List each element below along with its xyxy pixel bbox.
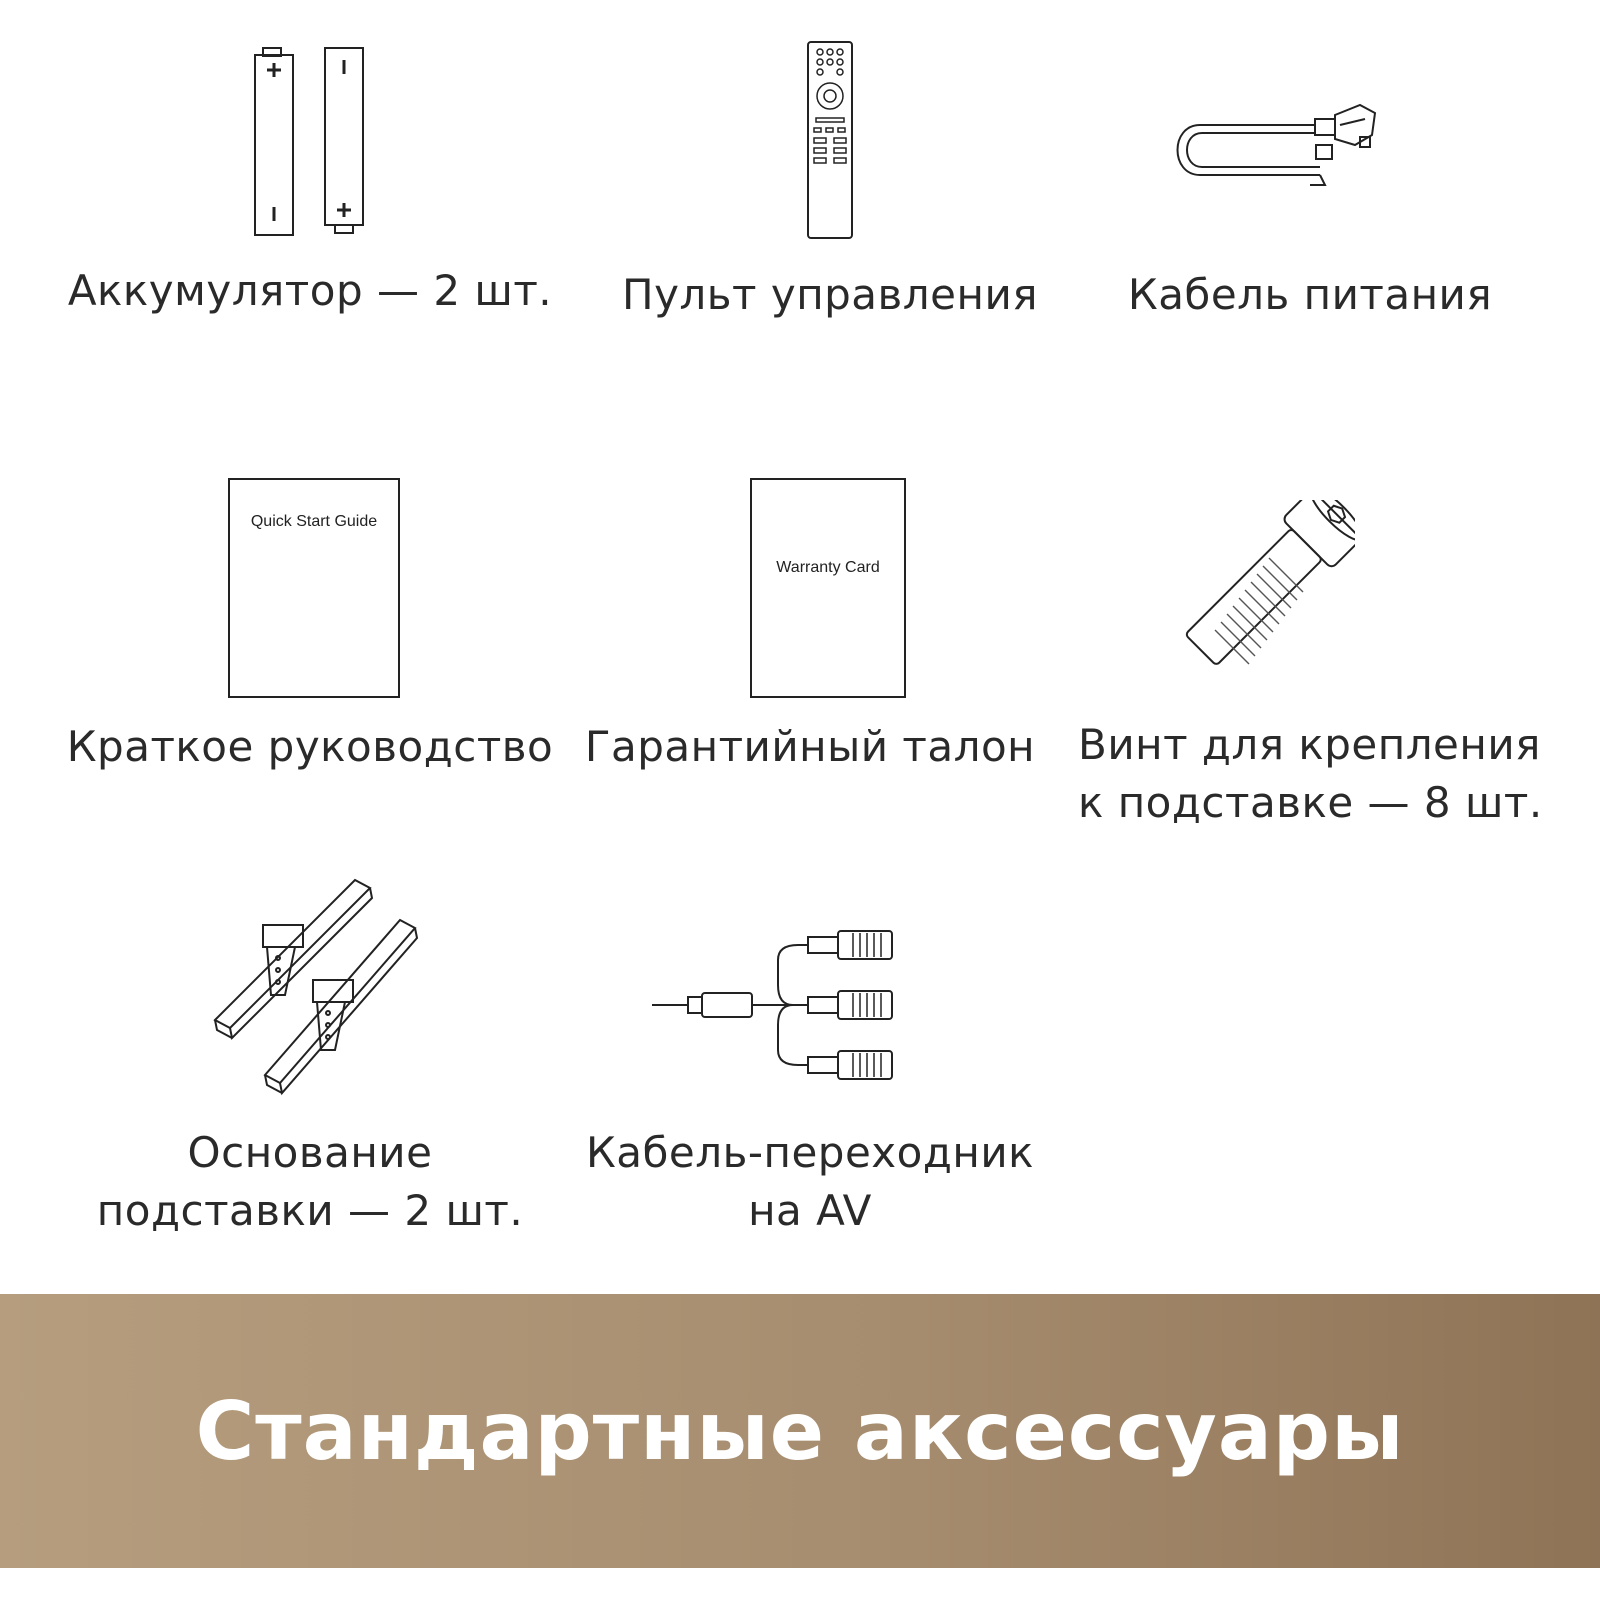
item-label-power-cable [1060,266,1560,324]
power-cable-icon [1160,95,1390,195]
item-label-av-cable [560,1124,1060,1240]
stand-base-icon [205,870,425,1100]
item-label-warranty [560,718,1060,776]
label-line: Кабель-переходник [585,1128,1035,1177]
screw-icon [1175,500,1355,690]
card-cover-text: Warranty Card [776,559,880,576]
av-adapter-cable-icon [648,925,898,1085]
banner-title: Стандартные аксессуары [195,1384,1405,1478]
item-label-quick-guide [60,718,560,776]
label-line: Краткое руководство [66,722,554,771]
item-label-battery [60,262,560,320]
label-line: подставки — 2 шт. [96,1186,524,1235]
label-line: на AV [748,1186,872,1235]
label-line: Основание [187,1128,433,1177]
item-label-screw [1060,716,1578,832]
label-line: Кабель питания [1127,270,1493,319]
label-line: Винт для крепления [1078,720,1541,769]
label-line: к подставке — 8 шт. [1078,778,1543,827]
booklet-icon [228,478,400,698]
battery-icon [250,40,370,240]
remote-control-icon [800,38,856,242]
label-line: Гарантийный талон [584,722,1036,771]
label-line: Пульт управления [621,270,1039,319]
item-label-stand-base [60,1124,560,1240]
booklet-cover-text: Quick Start Guide [250,513,378,530]
item-label-remote [580,266,1080,324]
label-line: Аккумулятор — 2 шт. [67,266,553,315]
card-icon [750,478,906,698]
